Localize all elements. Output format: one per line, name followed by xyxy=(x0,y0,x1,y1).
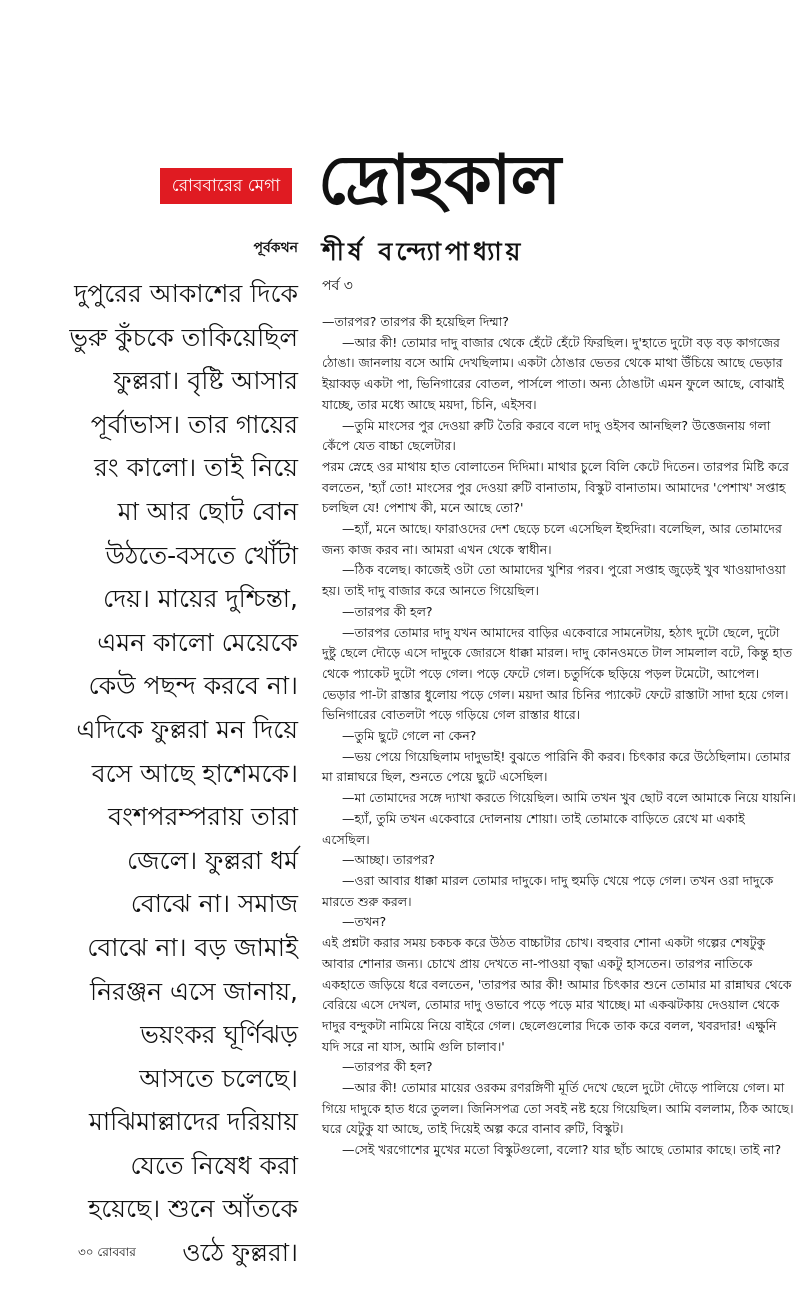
prologue-text xyxy=(62,272,298,1275)
story-paragraph: —তখন? xyxy=(342,914,387,930)
prologue-line: যেতে নিষেধ করা xyxy=(130,1150,298,1180)
series-badge: রোববারের মেগা xyxy=(160,168,292,204)
episode-label: পর্ব ৩ xyxy=(322,278,353,294)
prologue-line: মাঝিমাল্লাদের দরিয়ায় xyxy=(89,1107,298,1137)
story-paragraph: —আর কী! তোমার মায়ের ওরকম রণরঙ্গিণী মূর্তি দেখে ছেলে দুটো দৌড়ে পালিয়ে গেল। মা গিয়ে দাদুকে হাত ধরে তুলল। জিনিসপত্র তো সবই নষ্ট হয়ে গিয়েছিল। আমি বললাম, ঠিক আছে। ঘরে যেটুকু যা আছে, তাই দিয়েই অল্প করে বানাব রুটি, বিস্কুট। xyxy=(322,1080,794,1137)
prologue-line: পূর্বাভাস। তার গায়ের xyxy=(90,409,298,439)
story-paragraph: পরম স্নেহে ওর মাথায় হাত বোলাতেন দিদিমা। মাথার চুলে বিলি কেটে দিতেন। তারপর মিষ্টি করে বলতেন, 'হ্যাঁ তো! মাংসের পুর দেওয়া রুটি বানাতাম, বিস্কুট বানাতাম। আমাদের 'পেশাখ' সপ্তাহ চলছিল যে! পেশাখ কী, মনে আছে তো?' xyxy=(322,458,789,516)
prologue-line: ভয়ংকর ঘূর্ণিঝড় xyxy=(140,1020,298,1050)
prologue-line: বোঝে না। সমাজ xyxy=(130,889,298,919)
story-paragraph: —আর কী! তোমার দাদু বাজার থেকে হেঁটে হেঁটে ফিরছিল। দু'হাতে দুটো বড় বড় কাগজের ঠোঙা। জানলায় বসে আমি দেখছিলাম। একটা ঠোঙার ভেতর থেকে মাথা উঁচিয়ে আছে ভেড়ার ইয়াব্বড় একটা পা, ভিনিগারের বোতল, পার্সলে পাতা। অন্য ঠোঙাটা এমন ফুলে আছে, বোঝাই যাচ্ছে, তার মধ্যে আছে ময়দা, চিনি, এইসব। xyxy=(322,334,784,412)
prologue-line: দুপুরের আকাশের দিকে xyxy=(74,279,298,308)
story-paragraph: —হ্যাঁ, তুমি তখন একেবারে দোলনায় শোয়া। তাই তোমাকে বাড়িতে রেখে মা একাই এসেছিল। xyxy=(322,810,745,847)
prologue-line: আসতে চলেছে। xyxy=(139,1063,298,1093)
page-footer: ৩০ রোববার xyxy=(78,1245,136,1259)
prologue-line: এমন কালো মেয়েকে xyxy=(97,627,298,657)
story-paragraph: —তুমি ছুটে গেলে না কেন? xyxy=(342,728,477,744)
story-paragraph: —আচ্ছা। তারপর? xyxy=(342,852,435,868)
prologue-line: জেলে। ফুল্লরা ধর্ম xyxy=(127,845,298,875)
story-body xyxy=(322,312,796,1161)
story-paragraph: —তুমি মাংসের পুর দেওয়া রুটি তৈরি করবে বলে দাদু ওইসব আনছিল? উত্তেজনায় গলা কেঁপে যেত বাচ্চা ছেলেটার। xyxy=(322,417,771,454)
story-paragraph: —তারপর তোমার দাদু যখন আমাদের বাড়ির একেবারে সামনেটায়, হঠাৎ দুটো ছেলে, দুটো দুষ্টু ছেলে দৌড়ে এসে দাদুকে জোরসে ধাক্কা মারল। দাদু কোনওমতে টাল সামলাল বটে, কিন্তু হাত থেকে প্যাকেট দুটো পড়ে গেল। পড়ে ফেটে গেল। চতুর্দিকে ছড়িয়ে পড়ল টমেটো, আপেল। ভেড়ার পা-টা রাস্তার ধুলোয় পড়ে গেল। ময়দা আর চিনির প্যাকেট ফেটে রাস্তাটা সাদা হয়ে গেল। ভিনিগারের বোতলটা পড়ে গড়িয়ে গেল রাস্তার ধারে। xyxy=(322,624,793,723)
prologue-line: হয়েছে। শুনে আঁতকে xyxy=(88,1194,298,1224)
prologue-line: ভুরু কুঁচকে তাকিয়েছিল xyxy=(69,322,298,352)
prologue-line: কেউ পছন্দ করবে না। xyxy=(88,671,298,701)
story-paragraph: —হ্যাঁ, মনে আছে। ফারাওদের দেশ ছেড়ে চলে এসেছিল ইহুদিরা। বলেছিল, আর তোমাদের জন্য কাজ করব না। আমরা এখন থেকে স্বাধীন। xyxy=(322,521,782,557)
prologue-line: ওঠে ফুল্লরা। xyxy=(182,1238,298,1268)
prologue-line: নিরঞ্জন এসে জানায়, xyxy=(89,976,298,1006)
prologue-line: উঠতে-বসতে খোঁটা xyxy=(105,540,298,570)
prologue-line: বংশপরম্পরায় তারা xyxy=(108,802,298,832)
story-paragraph: —ঠিক বলেছ। কাজেই ওটা তো আমাদের খুশির পরব। পুরো সপ্তাহ জুড়েই খুব খাওয়াদাওয়া হয়। তাই দাদু বাজার করে আনতে গিয়েছিল। xyxy=(322,562,786,599)
story-paragraph: —তারপর কী হল? xyxy=(342,1059,433,1075)
story-paragraph: —তারপর? তারপর কী হয়েছিল দিম্মা? xyxy=(322,314,509,329)
story-title: দ্রোহকাল xyxy=(318,141,561,220)
story-paragraph: —ভয় পেয়ে গিয়েছিলাম দাদুভাই! বুঝতে পারিনি কী করব। চিৎকার করে উঠেছিলাম। তোমার মা রান্নাঘরে ছিল, শুনতে পেয়ে ছুটে এসেছিল। xyxy=(322,748,791,785)
story-paragraph: —ওরা আবার ধাক্কা মারল তোমার দাদুকে। দাদু হুমড়ি খেয়ে পড়ে গেল। তখন ওরা দাদুকে মারতে শুরু করল। xyxy=(322,872,774,909)
author-name: শীর্ষ বন্দ্যোপাধ্যায় xyxy=(322,237,525,266)
prologue-line: বসে আছে হাশেমকে। xyxy=(91,758,298,788)
story-paragraph: —মা তোমাদের সঙ্গে দ্যাখা করতে গিয়েছিল। আমি তখন খুব ছোট বলে আমাকে নিয়ে যায়নি। xyxy=(342,790,796,806)
prologue-line: রং কালো। তাই নিয়ে xyxy=(94,453,298,483)
story-paragraph: —সেই খরগোশের মুখের মতো বিস্কুটগুলো, বলো? যার ছাঁচ আছে তোমার কাছে। তাই না? xyxy=(342,1142,782,1158)
story-paragraph: —তারপর কী হল? xyxy=(342,603,433,619)
prologue-line: দেয়। মায়ের দুশ্চিন্তা, xyxy=(102,584,298,614)
prologue-line: বোঝে না। বড় জামাই xyxy=(87,932,298,962)
story-paragraph: এই প্রশ্নটা করার সময় চকচক করে উঠত বাচ্চাটার চোখ। বহুবার শোনা একটা গল্পের শেষটুকু আবার শোনার জন্য। চোখে প্রায় দেখতে না-পাওয়া বৃদ্ধা একটু হাসতেন। তারপর নাতিকে একহাতে জড়িয়ে ধরে বলতেন, 'তারপর আর কী! আমার চিৎকার শুনে তোমার মা রান্নাঘর থেকে বেরিয়ে এসে দেখল, তোমার দাদু ওভাবে পড়ে পড়ে মার খাচ্ছে। মা একঝটকায় দেওয়াল থেকে দাদুর বন্দুকটা নামিয়ে নিয়ে বাইরে গেল। ছেলেগুলোর দিকে তাক করে বলল, খবরদার! এক্ষুনি যদি সরে না যাস, আমি গুলি চালাব।' xyxy=(322,935,792,1054)
prologue-line: এদিকে ফুল্লরা মন দিয়ে xyxy=(76,714,298,744)
prologue-heading: পূর্বকথন xyxy=(253,240,298,256)
prologue-line: মা আর ছোট বোন xyxy=(117,496,298,526)
prologue-line: ফুল্লরা। বৃষ্টি আসার xyxy=(113,366,298,396)
